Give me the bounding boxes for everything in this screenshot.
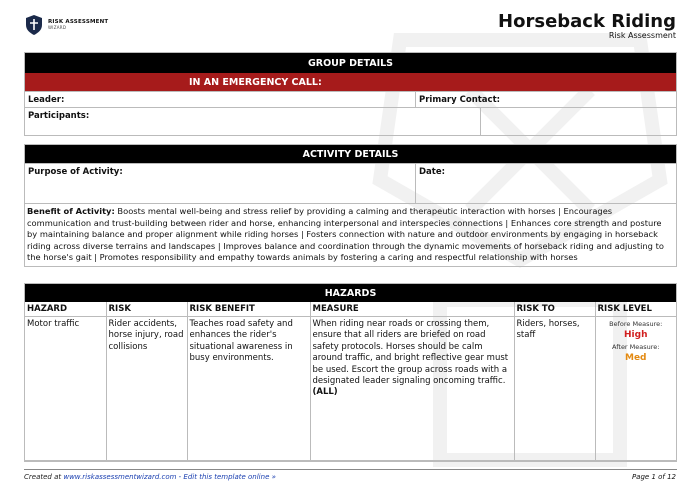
hazards-heading: HAZARDS [25,284,676,302]
after-measure-label: After Measure: [612,342,660,351]
shield-icon [24,14,44,36]
risk-to-cell: Riders, horses, staff [514,317,595,461]
risk-cell: Rider accidents, horse injury, road collisions [106,317,187,461]
group-details-section [24,52,677,136]
leader-field[interactable]: Leader: [25,92,416,107]
col-measure: MEASURE [310,302,514,317]
participants-field[interactable]: Participants: [25,108,481,135]
benefit-of-activity [25,204,676,266]
footer-divider [24,469,677,470]
measure-text: When riding near roads or crossing them, ensure that all riders are briefed on road safety protocols. Horses should be calm around traffic, and bright reflective gear must be used. Escort the group across roads with a designated leader signaling oncoming traffic. [312,319,509,387]
benefit-text: Boosts mental well-being and stress relief by providing a calming and therapeutic interaction with horses | Encourages communication and trust-building between rider and horse, enhancing interpersonal and interspecies connections | Enhances core strength and posture by maintaining balance and proper alignment while riding horses | Fosters connection with nature and outdoor environments by engaging in horseback riding across diverse terrains and landscapes | Improves balance and coordination through the dynamic movements of horseback riding and adjusting to the horse's gait | Promotes responsibility and empathy towards animals by fostering a caring and respectful relationship with horses [27,206,664,263]
col-risk-benefit: RISK BENEFIT [187,302,310,317]
footer-edit-link[interactable]: www.riskassessmentwizard.com - Edit this template online » [63,473,276,481]
table-row [25,317,676,461]
purpose-field[interactable]: Purpose of Activity: [25,164,416,203]
date-field[interactable]: Date: [419,167,446,177]
col-risk-level: RISK LEVEL [595,302,676,317]
hazards-table [25,302,676,461]
benefit-label: Benefit of Activity: [27,206,115,216]
primary-contact-field[interactable]: Primary Contact: [419,95,501,105]
risk-level-cell [595,317,676,461]
col-risk-to: RISK TO [514,302,595,317]
page-subtitle: Risk Assessment [608,31,676,40]
activity-details-heading: ACTIVITY DETAILS [25,145,676,163]
col-risk: RISK [106,302,187,317]
col-hazard: HAZARD [25,302,106,317]
footer-credit [24,473,276,481]
measure-cell [310,317,514,461]
page-number: Page 1 of 12 [631,473,676,481]
hazards-header-row [25,302,676,317]
participants-extra-cell[interactable] [481,108,676,135]
footer-created-prefix: Created at [24,473,64,481]
activity-details-section [24,144,677,267]
measure-tag: (ALL) [312,387,338,398]
brand-logo [24,14,108,36]
logo-subname: WIZARD [48,25,67,31]
risk-benefit-cell: Teaches road safety and enhances the rider's situational awareness in busy environments. [187,317,310,461]
emergency-call-bar: IN AN EMERGENCY CALL: [25,73,676,91]
hazard-cell: Motor traffic [25,317,106,461]
hazards-section [24,283,677,462]
logo-name: RISK ASSESSMENT [48,18,109,25]
after-measure-level: Med [624,353,647,364]
before-measure-label: Before Measure: [609,320,663,328]
before-measure-level: High [624,330,648,341]
group-details-heading: GROUP DETAILS [25,53,676,73]
page-title: Horseback Riding [498,11,676,32]
